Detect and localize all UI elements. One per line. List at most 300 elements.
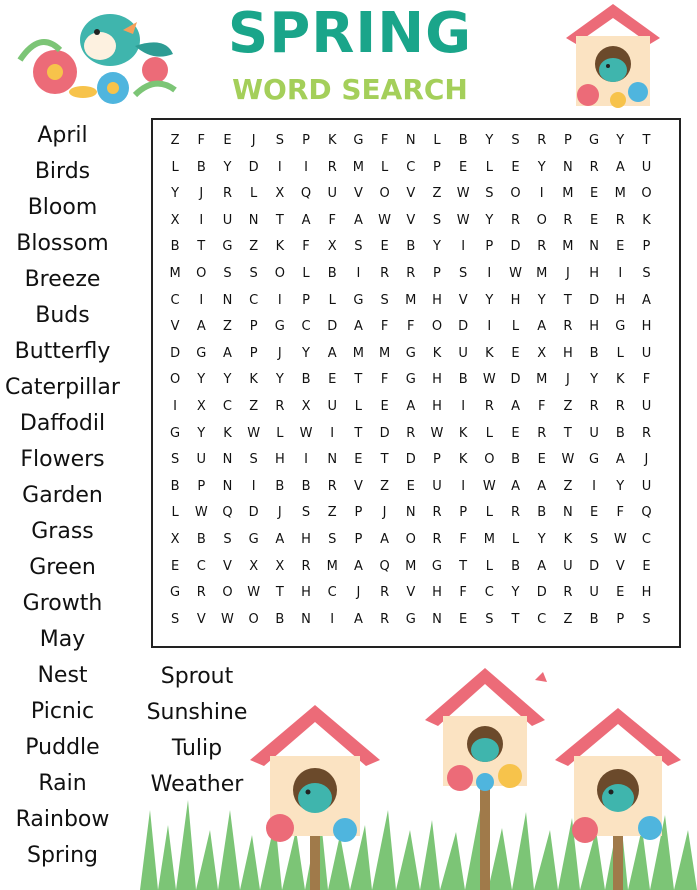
grid-letter: P — [433, 265, 441, 281]
grid-letter: A — [537, 319, 547, 335]
grid-letter: V — [458, 292, 468, 308]
grid-letter: Q — [300, 186, 312, 202]
grid-letter: S — [249, 265, 258, 281]
grid-letter: Q — [222, 505, 233, 521]
grid-letter: H — [641, 585, 652, 601]
grid-letter: U — [641, 398, 652, 414]
grid-letter: M — [405, 558, 417, 574]
grid-letter: M — [614, 186, 626, 202]
grid-letter: Y — [197, 425, 206, 441]
grid-letter: C — [222, 398, 232, 414]
grid-letter: L — [276, 425, 284, 441]
grid-letter: U — [589, 585, 599, 601]
grid-letter: I — [199, 212, 204, 228]
word-list-item: Spring — [27, 843, 98, 868]
grid-letter: P — [433, 159, 441, 175]
grid-letter: C — [641, 531, 651, 547]
grid-letter: H — [615, 292, 626, 308]
grid-letter: V — [615, 558, 625, 574]
grid-letter: T — [642, 133, 651, 148]
grid-letter: O — [405, 531, 416, 547]
grid-letter: R — [222, 186, 232, 202]
page-subtitle: WORD SEARCH — [232, 73, 468, 106]
grid-letter: Z — [432, 186, 442, 202]
grid-letter: T — [275, 585, 284, 601]
grid-letter: R — [327, 478, 337, 494]
word-list-item: Bloom — [27, 195, 98, 220]
grid-letter: M — [405, 292, 417, 308]
grid-letter: H — [274, 452, 285, 468]
word-list-item: Caterpillar — [5, 375, 120, 400]
grid-letter: R — [563, 319, 573, 335]
grid-letter: P — [433, 452, 441, 468]
grid-letter: G — [431, 558, 442, 574]
grid-letter: E — [511, 345, 520, 361]
grid-letter: J — [644, 452, 649, 468]
grid-letter: D — [248, 159, 259, 175]
grid-letter: Y — [511, 585, 520, 601]
grid-letter: G — [405, 345, 416, 361]
grid-letter: M — [352, 159, 365, 175]
grid-letter: R — [589, 398, 599, 414]
grid-letter: K — [616, 372, 625, 388]
grid-letter: R — [511, 505, 521, 521]
grid-letter: E — [616, 239, 625, 255]
grid-letter: Z — [249, 398, 259, 414]
grid-letter: H — [589, 265, 599, 281]
grid-letter: R — [275, 398, 285, 414]
grid-letter: E — [406, 478, 415, 494]
grid-letter: X — [275, 558, 285, 574]
grid-letter: D — [327, 319, 338, 335]
grid-letter: P — [249, 319, 258, 335]
grid-letter: V — [196, 611, 206, 627]
word-list-item: Green — [29, 555, 96, 580]
grid-letter: M — [378, 345, 391, 361]
grid-letter: P — [485, 239, 494, 255]
grid-letter: Z — [249, 239, 259, 255]
grid-letter: A — [615, 452, 625, 468]
grid-letter: G — [405, 372, 416, 388]
grid-letter: R — [615, 212, 625, 228]
grid-letter: P — [354, 505, 363, 521]
grid-letter: T — [354, 372, 363, 388]
grid-letter: D — [536, 585, 547, 601]
grid-letter: W — [509, 265, 522, 281]
grid-letter: Y — [616, 478, 625, 494]
grid-letter: H — [510, 292, 521, 308]
grid-letter: X — [301, 398, 311, 414]
grid-letter: Y — [537, 292, 546, 308]
grid-letter: O — [169, 372, 181, 388]
grid-letter: F — [197, 133, 206, 148]
grid-letter: J — [382, 505, 387, 521]
grid-letter: J — [565, 372, 570, 388]
grid-letter: B — [589, 611, 599, 627]
grid-letter: M — [326, 558, 338, 574]
grid-letter: A — [380, 531, 390, 547]
grid-letter: Y — [485, 133, 494, 148]
grid-letter: Z — [327, 505, 337, 521]
word-list-item: Butterfly — [14, 339, 111, 364]
grid-letter: N — [222, 452, 233, 468]
grid-letter: B — [301, 478, 311, 494]
grid-letter: M — [169, 265, 181, 281]
grid-letter: B — [511, 558, 520, 574]
grid-letter: V — [406, 212, 416, 228]
grid-letter: I — [330, 425, 335, 441]
grid-letter: O — [641, 186, 652, 202]
word-list-item: Tulip — [171, 736, 223, 761]
grid-letter: Z — [170, 133, 180, 148]
grid-letter: L — [250, 186, 258, 202]
word-list-item: Flowers — [20, 447, 105, 472]
grid-letter: F — [328, 212, 336, 228]
grid-letter: R — [563, 585, 573, 601]
grid-letter: C — [196, 558, 206, 574]
grid-letter: S — [170, 611, 180, 627]
grid-letter: S — [301, 505, 311, 521]
grid-letter: N — [589, 239, 599, 255]
grid-letter: U — [458, 345, 468, 361]
word-list-item: April — [37, 123, 88, 148]
grid-letter: I — [330, 611, 335, 627]
grid-letter: E — [170, 558, 180, 574]
grid-letter: K — [275, 239, 285, 255]
grid-letter: Y — [485, 212, 494, 228]
grid-letter: L — [380, 159, 389, 175]
grid-letter: X — [537, 345, 547, 361]
grid-letter: J — [565, 265, 570, 281]
grid-letter: E — [459, 159, 468, 175]
grid-letter: W — [247, 425, 261, 441]
grid-letter: K — [485, 345, 494, 361]
grid-letter: L — [616, 345, 624, 361]
word-list-item: Birds — [34, 159, 91, 184]
grid-letter: E — [380, 239, 389, 255]
grid-letter: L — [433, 133, 441, 148]
grid-letter: F — [459, 585, 467, 601]
grid-letter: Y — [590, 372, 599, 388]
grid-letter: N — [563, 159, 573, 175]
grid-letter: T — [380, 452, 389, 468]
grid-letter: K — [327, 133, 337, 148]
grid-letter: K — [458, 425, 468, 441]
word-list-item: Sprout — [160, 664, 234, 689]
grid-letter: O — [510, 186, 521, 202]
grid-letter: M — [352, 345, 365, 361]
grid-letter: R — [380, 585, 390, 601]
grid-letter: P — [249, 345, 258, 361]
grid-letter: O — [222, 585, 233, 601]
grid-letter: O — [484, 452, 495, 468]
grid-letter: I — [277, 292, 282, 308]
grid-letter: D — [510, 239, 521, 255]
grid-letter: D — [589, 558, 600, 574]
grid-letter: D — [379, 425, 390, 441]
grid-letter: N — [248, 212, 259, 228]
grid-letter: C — [170, 292, 180, 308]
grid-letter: S — [380, 292, 389, 308]
grid-letter: I — [251, 478, 256, 494]
grid-letter: F — [407, 319, 415, 335]
word-list-item: Buds — [35, 303, 90, 328]
word-list-item: May — [39, 627, 86, 652]
grid-letter: G — [170, 425, 181, 441]
grid-letter: P — [563, 133, 572, 148]
grid-letter: V — [406, 186, 416, 202]
grid-letter: R — [537, 239, 547, 255]
grid-letter: Z — [563, 398, 573, 414]
grid-letter: D — [170, 345, 181, 361]
grid-letter: F — [616, 505, 625, 521]
grid-letter: H — [641, 319, 652, 335]
grid-letter: X — [196, 398, 206, 414]
grid-letter: R — [432, 505, 442, 521]
grid-letter: A — [301, 212, 311, 228]
grid-letter: H — [301, 531, 311, 547]
word-list-item: Garden — [22, 483, 103, 508]
grid-letter: S — [485, 186, 494, 202]
grid-letter: F — [537, 398, 546, 414]
grid-letter: G — [589, 133, 600, 148]
grid-letter: W — [456, 212, 470, 228]
grid-letter: I — [461, 398, 466, 414]
grid-letter: U — [327, 186, 337, 202]
grid-letter: B — [327, 265, 337, 281]
word-list-item: Weather — [150, 772, 244, 797]
grid-letter: G — [170, 585, 181, 601]
grid-letter: R — [380, 265, 390, 281]
grid-letter: Y — [485, 292, 494, 308]
grid-letter: A — [642, 292, 651, 308]
grid-letter: K — [642, 212, 651, 228]
word-list-item: Picnic — [30, 699, 95, 724]
grid-letter: G — [353, 292, 364, 308]
grid-letter: A — [353, 212, 363, 228]
grid-letter: W — [456, 186, 470, 202]
grid-letter: F — [642, 372, 651, 388]
grid-letter: W — [378, 212, 392, 228]
grid-letter: I — [277, 159, 282, 175]
grid-letter: Y — [197, 372, 206, 388]
grid-letter: D — [405, 452, 416, 468]
grid-letter: R — [615, 398, 625, 414]
grid-letter: B — [196, 159, 206, 175]
grid-letter: J — [277, 505, 282, 521]
grid-letter: U — [563, 558, 573, 574]
word-list-item: Rainbow — [15, 807, 110, 832]
grid-letter: E — [328, 372, 337, 388]
grid-letter: K — [223, 425, 232, 441]
grid-letter: P — [459, 505, 468, 521]
grid-letter: B — [615, 425, 625, 441]
grid-letter: Q — [379, 558, 390, 574]
grid-letter: I — [304, 159, 308, 175]
grid-letter: W — [221, 611, 234, 627]
grid-letter: U — [196, 452, 207, 468]
grid-letter: B — [301, 372, 311, 388]
grid-letter: Y — [223, 159, 232, 175]
grid-letter: Y — [432, 239, 441, 255]
grid-letter: N — [405, 505, 416, 521]
grid-letter: I — [304, 452, 308, 468]
grid-letter: I — [487, 319, 492, 335]
grid-letter: E — [589, 186, 599, 202]
grid-letter: R — [432, 531, 442, 547]
grid-letter: E — [616, 585, 625, 601]
grid-letter: Y — [275, 372, 284, 388]
grid-letter: U — [432, 478, 442, 494]
birdhouses-garden-illustration — [140, 660, 697, 890]
grid-letter: R — [380, 611, 390, 627]
grid-letter: A — [537, 478, 547, 494]
grid-letter: R — [563, 212, 573, 228]
grid-letter: H — [589, 319, 599, 335]
grid-letter: L — [302, 265, 310, 281]
grid-letter: I — [618, 265, 623, 281]
grid-letter: A — [511, 398, 520, 414]
grid-letter: A — [327, 345, 337, 361]
grid-letter: U — [641, 345, 652, 361]
grid-letter: B — [196, 531, 206, 547]
grid-letter: I — [461, 239, 466, 255]
grid-letter: A — [406, 398, 416, 414]
grid-letter: O — [379, 186, 390, 202]
grid-letter: P — [354, 531, 363, 547]
grid-letter: H — [563, 345, 573, 361]
grid-letter: T — [563, 292, 572, 308]
grid-letter: A — [353, 611, 363, 627]
grid-letter: U — [641, 159, 652, 175]
grid-letter: S — [170, 452, 180, 468]
grid-letter: V — [353, 186, 363, 202]
word-list-item: Blossom — [16, 231, 109, 256]
grid-letter: A — [353, 558, 363, 574]
grid-letter: E — [537, 452, 546, 468]
grid-letter: R — [301, 558, 311, 574]
grid-letter: J — [277, 345, 282, 361]
grid-letter: P — [197, 478, 206, 494]
grid-letter: Y — [302, 345, 310, 361]
grid-letter: Y — [171, 186, 180, 202]
grid-letter: Z — [563, 478, 573, 494]
grid-letter: A — [223, 345, 232, 361]
grid-letter: S — [223, 531, 232, 547]
grid-letter: M — [536, 265, 548, 281]
grid-letter: D — [510, 372, 521, 388]
grid-letter: C — [406, 159, 416, 175]
grid-letter: E — [511, 425, 520, 441]
grid-letter: Y — [616, 133, 625, 148]
grid-letter: R — [589, 159, 599, 175]
grid-letter: M — [562, 239, 574, 255]
grid-letter: C — [484, 585, 494, 601]
bird-flowers-illustration — [15, 0, 180, 110]
grid-letter: G — [196, 345, 207, 361]
grid-letter: B — [275, 478, 285, 494]
grid-letter: N — [222, 292, 233, 308]
word-list-item: Sunshine — [146, 700, 248, 725]
grid-letter: R — [641, 425, 651, 441]
grid-letter: E — [589, 212, 599, 228]
grid-letter: I — [461, 478, 466, 494]
birdhouse-illustration-top — [558, 0, 668, 115]
word-list-item: Daffodil — [19, 411, 106, 436]
grid-letter: S — [642, 265, 651, 281]
grid-letter: T — [563, 425, 572, 441]
word-list-item: Nest — [37, 663, 88, 688]
grid-letter: A — [353, 319, 363, 335]
grid-letter: N — [301, 611, 311, 627]
grid-letter: P — [302, 292, 310, 308]
word-list-item: Breeze — [24, 267, 101, 292]
grid-letter: R — [406, 265, 416, 281]
grid-letter: R — [196, 585, 206, 601]
grid-letter: A — [275, 531, 285, 547]
grid-letter: D — [248, 505, 259, 521]
grid-letter: R — [537, 133, 547, 148]
grid-letter: L — [485, 425, 493, 441]
grid-letter: B — [170, 478, 180, 494]
grid-letter: N — [327, 452, 338, 468]
grid-letter: H — [432, 585, 442, 601]
grid-letter: F — [459, 531, 467, 547]
grid-letter: S — [328, 531, 337, 547]
grid-letter: K — [432, 345, 442, 361]
grid-letter: V — [406, 585, 416, 601]
grid-letter: H — [301, 585, 311, 601]
grid-letter: L — [485, 558, 493, 574]
grid-letter: G — [615, 319, 626, 335]
grid-letter: K — [249, 372, 258, 388]
grid-letter: T — [459, 558, 468, 574]
grid-letter: P — [616, 611, 625, 627]
grid-letter: G — [353, 133, 364, 148]
grid-letter: G — [274, 319, 285, 335]
grid-letter: A — [537, 558, 547, 574]
grid-letter: Y — [223, 372, 232, 388]
grid-letter: E — [223, 133, 232, 148]
grid-letter: O — [431, 319, 443, 335]
grid-letter: H — [432, 372, 442, 388]
grid-letter: M — [536, 372, 548, 388]
grid-letter: A — [196, 319, 206, 335]
grid-letter: T — [511, 611, 520, 627]
grid-letter: Y — [537, 531, 546, 547]
grid-letter: H — [432, 398, 442, 414]
grid-letter: B — [458, 133, 468, 148]
grid-letter: N — [405, 133, 416, 148]
grid-letter: N — [563, 505, 573, 521]
grid-letter: N — [222, 478, 233, 494]
grid-letter: B — [589, 345, 599, 361]
grid-letter: F — [380, 133, 389, 148]
grid-letter: S — [511, 133, 520, 148]
grid-letter: I — [592, 478, 597, 494]
grid-letter: U — [327, 398, 337, 414]
grid-letter: L — [485, 505, 493, 521]
grid-letter: T — [275, 212, 284, 228]
grid-letter: W — [561, 452, 575, 468]
grid-letter: N — [432, 611, 442, 627]
grid-letter: X — [327, 239, 337, 255]
grid-letter: E — [380, 398, 389, 414]
grid-letter: S — [275, 133, 284, 148]
grid-letter: V — [353, 478, 363, 494]
grid-letter: Q — [641, 505, 652, 521]
grid-letter: U — [589, 425, 599, 441]
